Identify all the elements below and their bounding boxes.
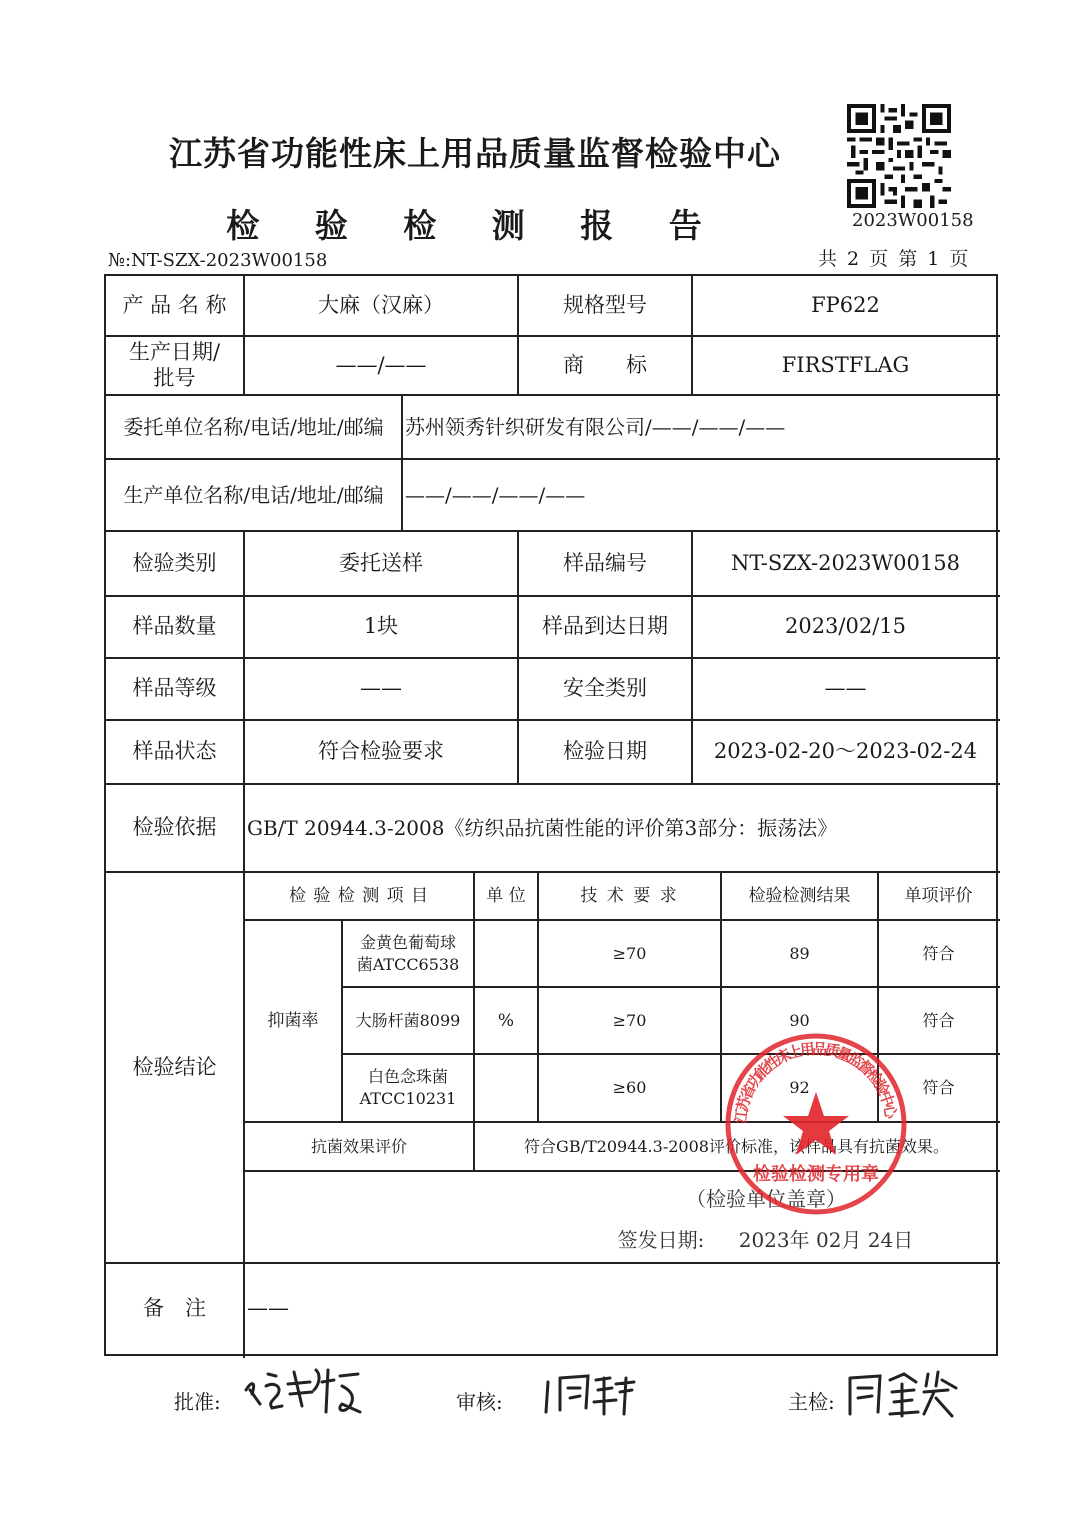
sample-grade-label: 样品等级 [132,676,217,701]
sample-state-label: 样品状态 [132,739,217,764]
inhibition-rate-label: 抑菌率 [267,1010,319,1031]
requirement-value: ≥70 [612,943,647,963]
product-name-label: 产 品 名 称 [122,292,227,317]
trademark-label: 商 标 [563,352,647,377]
product-name-value: 大麻（汉麻） [318,292,444,317]
basis-value: GB/T 20944.3-2008《纺织品抗菌性能的评价第3部分：振荡法》 [247,816,838,840]
model-label: 规格型号 [563,292,647,317]
client-value: 苏州领秀针织研发有限公司/——/——/—— [405,415,786,439]
col-header-result: 检验检测结果 [748,885,851,906]
col-header-evaluation: 单项评价 [904,885,973,906]
production-date-label-line1: 生产日期/ [128,340,221,365]
institute-name: 江苏省功能性床上用品质量监督检验中心 [169,134,781,173]
page-info: 共 2 页 第 1 页 [818,248,971,270]
sample-no-value: NT-SZX-2023W00158 [731,550,960,575]
sample-grade-value: —— [360,676,402,701]
seal-inner-text: 检验检测专用章 [753,1164,879,1185]
inspection-date-value: 2023-02-20～2023-02-24 [713,739,978,764]
item-candida-albicans [343,1055,473,1121]
requirement-value: ≥60 [612,1078,647,1098]
approve-signature [238,1360,368,1422]
inspector-signature [844,1366,960,1422]
arrival-date-label: 样品到达日期 [542,614,668,639]
item-staph-aureus [343,921,473,986]
item-name-line1: 金黄色葡萄球 [359,932,456,952]
antibacterial-effect-text: 符合GB/T20944.3-2008评价标准，该样品具有抗菌效果。 [524,1136,949,1156]
report-title: 检 验 检 测 报 告 [226,206,724,245]
conclusion-label: 检验结论 [132,1054,217,1079]
result-value: 89 [789,943,810,963]
official-seal-stamp [722,1030,910,1218]
item-e-coli: 大肠杆菌8099 [355,1010,461,1030]
approve-label: 批准: [174,1390,221,1414]
seal-outer-text: 江苏省功能性床上用品质量监督检验中心 [731,1039,901,1125]
item-name-line2: ATCC10231 [359,1089,457,1108]
remarks-label: 备 注 [143,1296,206,1321]
antibacterial-effect-label: 抗菌效果评价 [310,1136,407,1156]
item-name-line2: 菌ATCC6538 [356,954,460,974]
evaluation-value: 符合 [922,1078,955,1098]
production-date-label [106,337,243,394]
model-value: FP622 [811,292,880,317]
review-signature [540,1368,640,1420]
inspector-label: 主检: [788,1390,835,1414]
qr-code-icon [847,104,951,208]
sample-qty-label: 样品数量 [132,614,217,639]
qr-code-number: 2023W00158 [852,210,974,231]
remarks-value: —— [247,1296,289,1321]
issue-date-label: 签发日期: [617,1228,705,1252]
inspection-date-label: 检验日期 [563,739,647,764]
inspection-type-value: 委托送样 [339,550,423,575]
sample-state-value: 符合检验要求 [318,739,444,764]
safety-class-label: 安全类别 [563,676,647,701]
unit-percent: % [497,1010,515,1031]
basis-label: 检验依据 [132,815,217,840]
safety-class-value: —— [824,676,867,701]
production-date-label-line2: 批号 [153,365,196,390]
result-value: 92 [789,1078,810,1098]
col-header-item: 检 验 检 测 项 目 [288,885,430,906]
result-value: 90 [789,1010,810,1030]
item-name-line1: 白色念珠菌 [367,1067,448,1087]
col-header-unit: 单 位 [486,885,526,906]
evaluation-value: 符合 [922,943,955,963]
client-label: 委托单位名称/电话/地址/邮编 [123,415,384,439]
report-number: №:NT-SZX-2023W00158 [108,250,328,271]
sample-no-label: 样品编号 [563,550,647,575]
manufacturer-value: ——/——/——/—— [405,483,586,507]
col-header-requirement: 技 术 要 求 [580,885,679,906]
evaluation-value: 符合 [922,1010,955,1030]
arrival-date-value: 2023/02/15 [784,614,907,639]
review-label: 审核: [456,1390,503,1414]
issue-date-value: 2023年 02月 24日 [738,1228,914,1252]
inspection-type-label: 检验类别 [132,550,217,575]
production-date-value: ——/—— [335,352,427,377]
requirement-value: ≥70 [612,1010,647,1030]
sample-qty-value: 1块 [363,614,399,639]
seal-note: （检验单位盖章） [686,1187,846,1211]
manufacturer-label: 生产单位名称/电话/地址/邮编 [123,483,384,507]
trademark-value: FIRSTFLAG [781,352,910,377]
